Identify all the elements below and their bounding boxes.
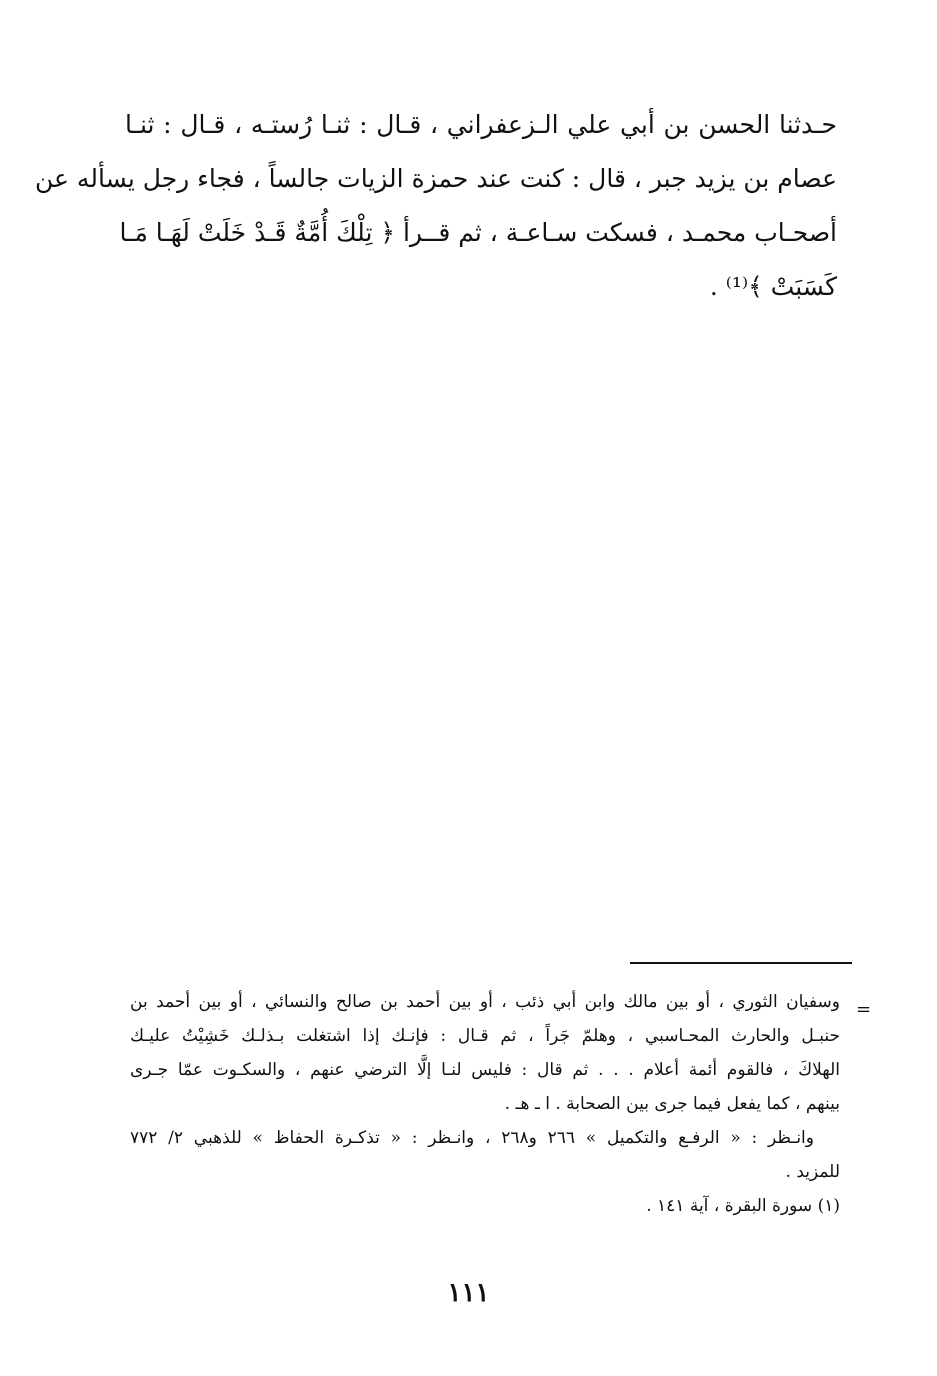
footnote-separator (630, 962, 852, 964)
main-text-line: حـدثنا الحسن بن أبي علي الـزعفراني ، قـال : ثنـا رُستـه ، قـال : ثنـا (125, 110, 837, 139)
footnotes (130, 985, 840, 1223)
main-text (35, 98, 837, 314)
footnote-line: الهلاكَ ، فالقوم أئمة أعلام . . . ثم قال : فليس لنـا إلَّا الترضي عنهم ، والسكـوت عمّا جـرى (130, 1060, 840, 1080)
main-text-line: كَسَبَتْ ﴾⁽¹⁾ . (709, 272, 837, 301)
page-number: ١١١ (447, 1278, 490, 1308)
main-text-line: عصام بن يزيد جبر ، قال : كنت عند حمزة الزيات جالساً ، فجاء رجل يسأله عن (35, 164, 837, 193)
footnote-line: بينهم ، كما يفعل فيما جرى بين الصحابة . ا ـ هـ . (504, 1094, 840, 1114)
footnote-line: (١) سورة البقرة ، آية ١٤١ . (646, 1196, 840, 1216)
footnote-line: وانـظر : « الرفـع والتكميل » ٢٦٦ و٢٦٨ ، وانـظر : « تذكـرة الحفاظ » للذهبي ٢/ ٧٧٢ (130, 1128, 814, 1148)
footnote-line: حنبـل والحارث المحـاسبي ، وهلمّ جَراً ، ثم قـال : فإنـك إذا اشتغلت بـذلـك خَشِيْتُ عليـك (130, 1026, 840, 1046)
main-text-line: أصحـاب محمـد ، فسكت سـاعـة ، ثم قــرأ ﴿ تِلْكَ أُمَّةٌ قَـدْ خَلَتْ لَهَـا مَـا (119, 218, 837, 247)
footnote-line: للمزيد . (785, 1162, 840, 1182)
footnote-line: وسفيان الثوري ، أو بين مالك وابن أبي ذئب ، أو بين أحمد بن صالح والنسائي ، أو بين أحمد بن (130, 992, 840, 1012)
footnote-continuation-mark: = (856, 999, 872, 1020)
